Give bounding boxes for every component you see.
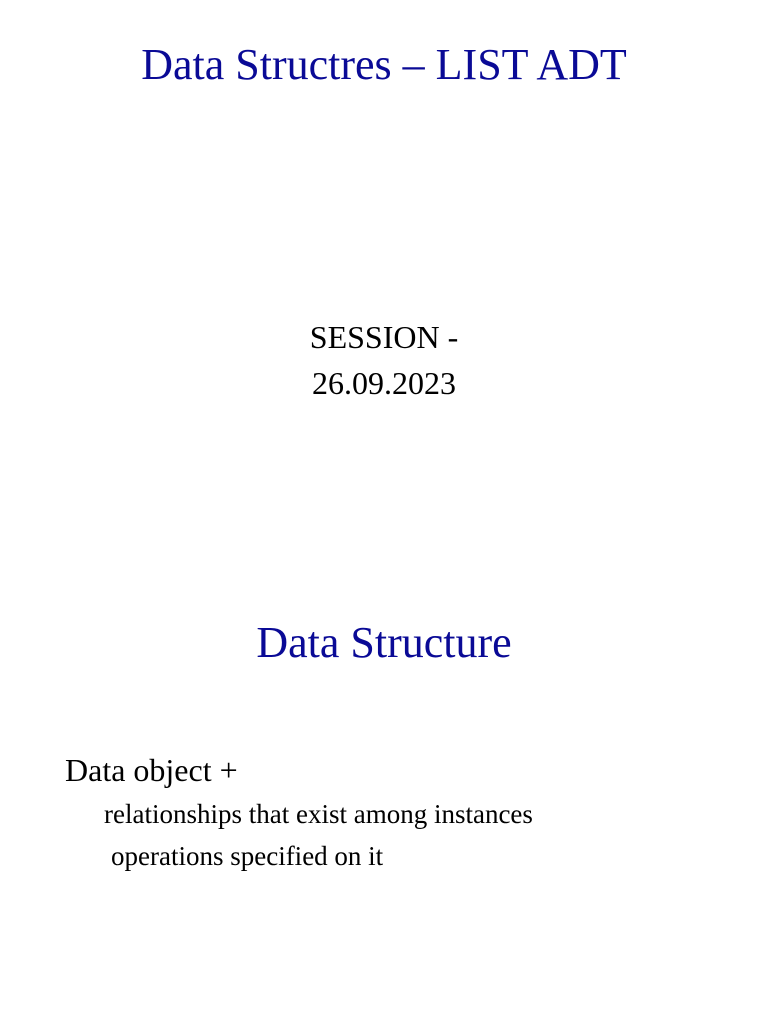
list-item: operations specified on it xyxy=(111,841,384,871)
slide-1-title: Data Structres – LIST ADT xyxy=(141,40,627,89)
list-item: relationships that exist among instances xyxy=(104,799,533,829)
session-info xyxy=(0,314,768,406)
lead-text: Data object + xyxy=(65,752,238,788)
slide-2-title: Data Structure xyxy=(256,618,512,667)
session-label: SESSION - xyxy=(309,319,459,355)
session-date: 26.09.2023 xyxy=(312,365,456,401)
slide-2 xyxy=(0,512,768,1024)
